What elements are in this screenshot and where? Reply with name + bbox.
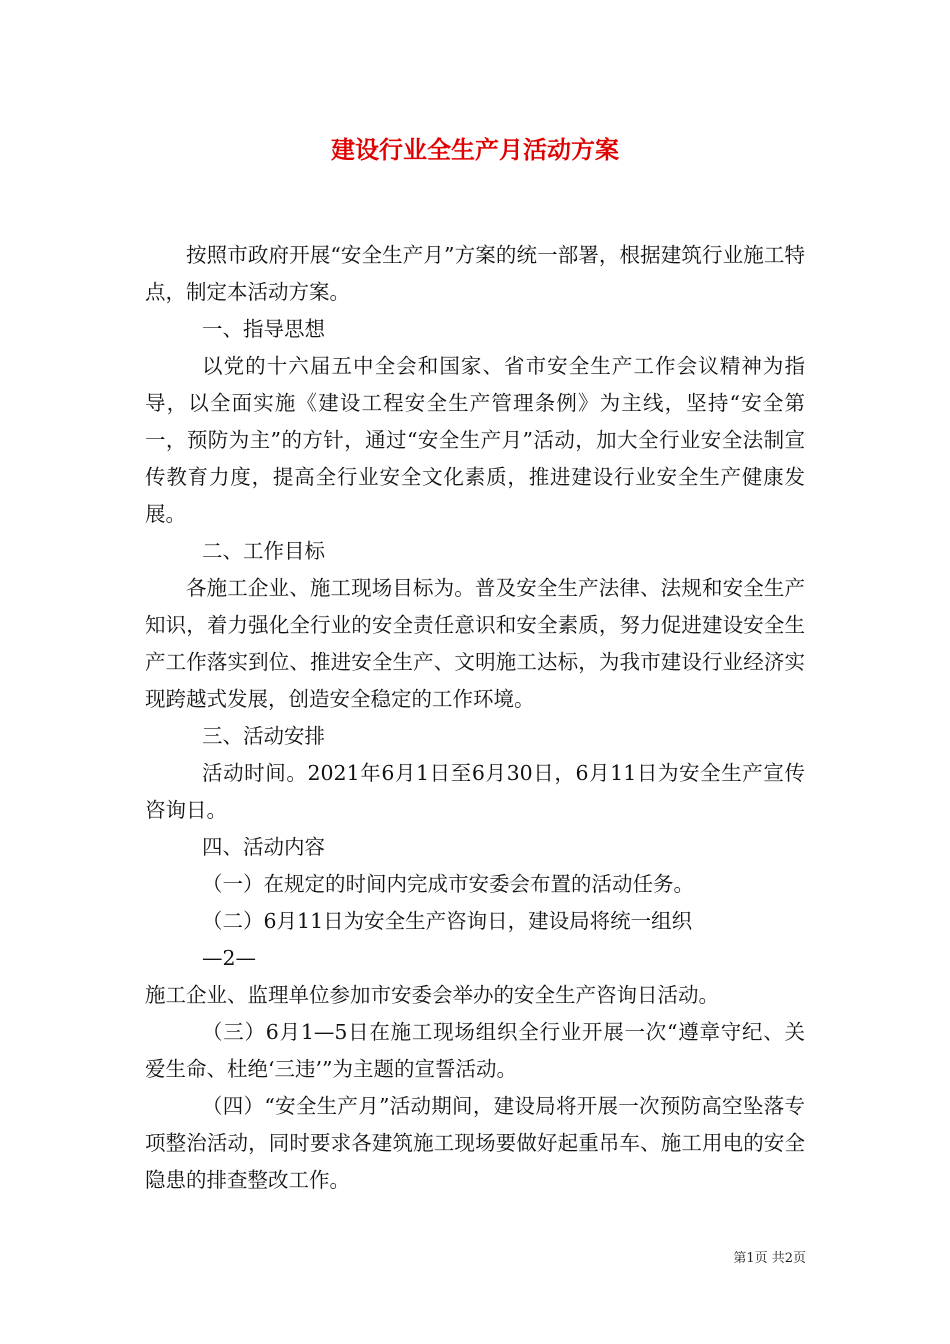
list-item-2: （二）6月11日为安全生产咨询日，建设局将统一组织 bbox=[202, 909, 693, 933]
section-heading-1: 一、指导思想 bbox=[202, 317, 325, 341]
section-heading-4: 四、活动内容 bbox=[202, 835, 325, 859]
document-title: 建设行业全生产月活动方案 bbox=[331, 135, 619, 164]
intro-paragraph: 按照市政府开展“安全生产月”方案的统一部署，根据建筑行业施工特点，制定本活动方案。 bbox=[145, 243, 805, 304]
document-body bbox=[145, 237, 805, 1199]
page-footer: 第1页 共2页 bbox=[733, 1251, 806, 1266]
section-heading-2: 二、工作目标 bbox=[202, 539, 325, 563]
section-body-3: 活动时间。2021年6月1日至6月30日，6月11日为安全生产宣传咨询日。 bbox=[145, 761, 805, 822]
list-item-3: （三）6月1—5日在施工现场组织全行业开展一次“遵章守纪、关爱生命、杜绝‘三违’”为主题的宣誓活动。 bbox=[145, 1020, 805, 1081]
section-body-2: 各施工企业、施工现场目标为。普及安全生产法律、法规和安全生产知识，着力强化全行业的安全责任意识和安全素质，努力促进建设安全生产工作落实到位、推进安全生产、文明施工达标，为我市建设行业经济实现跨越式发展，创造安全稳定的工作环境。 bbox=[145, 576, 805, 711]
list-item-4: （四）“安全生产月”活动期间，建设局将开展一次预防高空坠落专项整治活动，同时要求各建筑施工现场要做好起重吊车、施工用电的安全隐患的排查整改工作。 bbox=[145, 1094, 805, 1192]
section-heading-3: 三、活动安排 bbox=[202, 724, 325, 748]
section-body-1: 以党的十六届五中全会和国家、省市安全生产工作会议精神为指导，以全面实施《建设工程安全生产管理条例》为主线，坚持“安全第一，预防为主”的方针，通过“安全生产月”活动，加大全行业安全法制宣传教育力度，提高全行业安全文化素质，推进建设行业安全生产健康发展。 bbox=[145, 354, 805, 526]
inline-page-marker: —2— bbox=[202, 946, 257, 970]
list-item-1: （一）在规定的时间内完成市安委会布置的活动任务。 bbox=[202, 872, 694, 896]
list-item-2-continued: 施工企业、监理单位参加市安委会举办的安全生产咨询日活动。 bbox=[145, 983, 719, 1007]
